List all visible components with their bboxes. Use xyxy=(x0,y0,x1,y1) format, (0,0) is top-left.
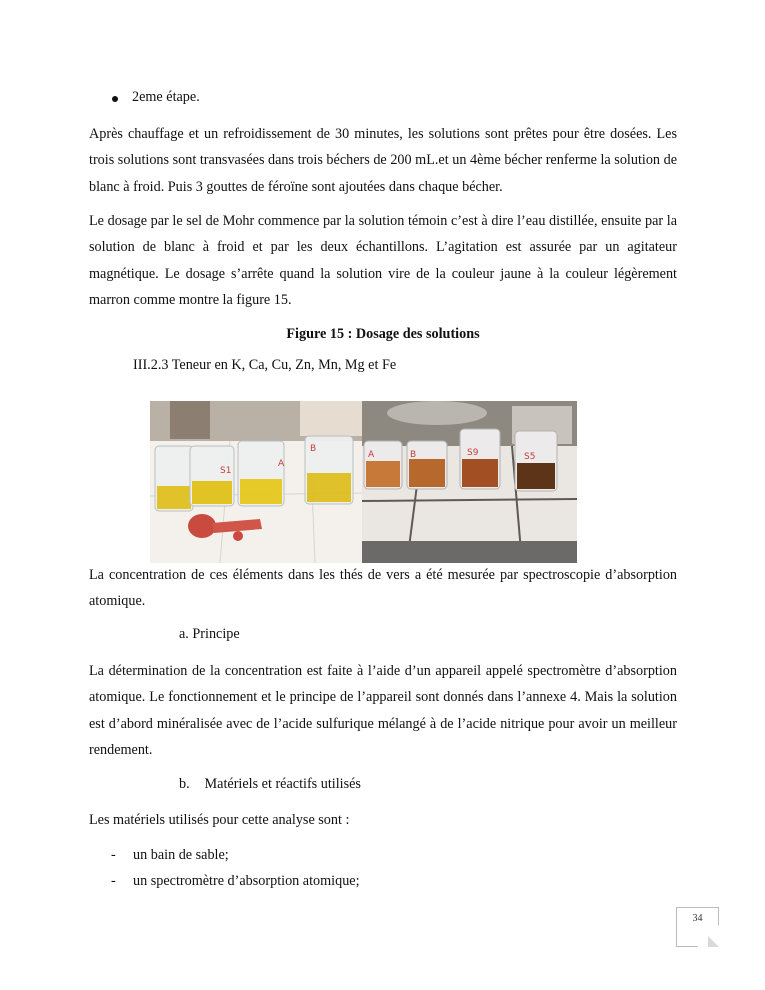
beaker-label: B xyxy=(310,444,317,454)
subsection-principe: a. Principe xyxy=(179,626,240,642)
list-marker: - xyxy=(111,873,116,889)
paragraph-concentration: La concentration de ces éléments dans les thés de vers a été mesurée par spectroscopie d’absorption atomique. xyxy=(89,567,677,610)
subsection-title: Matériels et réactifs utilisés xyxy=(204,776,361,792)
subsection-materiels xyxy=(179,776,361,793)
paragraph-preparation: Après chauffage et un refroidissement de 30 minutes, les solutions sont prêtes pour être dosées. Les trois solutions sont transvasées dans trois béchers de 200 mL.et un 4ème bécher renferme la solution de blanc à froid. Puis 3 gouttes de féroïne sont ajoutées dans chaque bécher. xyxy=(89,126,677,195)
bullet-icon xyxy=(112,96,118,102)
beaker-label: A xyxy=(278,459,285,469)
bullet-step-text: 2eme étape. xyxy=(132,89,200,105)
beaker-label: S9 xyxy=(467,448,479,458)
list-item-text: un bain de sable; xyxy=(133,847,229,863)
list-marker: - xyxy=(111,847,116,863)
beaker-label: S5 xyxy=(524,452,536,462)
bullet-step xyxy=(112,89,200,106)
paragraph-determination: La détermination de la concentration est faite à l’aide d’un appareil appelé spectromètre d’absorption atomique. Le fonctionnement et le principe de l’appareil sont donnés dans l’annexe 4. Mais la solution est d’abord minéralisée avec de l’acide sulfurique mélangé à de l’acide nitrique pour avoir un meilleur rendement. xyxy=(89,663,677,758)
photo-yellow-illustration xyxy=(150,401,362,563)
paragraph-dosage: Le dosage par le sel de Mohr commence par la solution témoin c’est à dire l’eau distillée, ensuite par la solution de blanc à froid et par les deux échantillons. L’agitation est assurée par un agitateur magnétique. Le dosage s’arrête quand la solution vire de la couleur jaune à la couleur légèrement marron comme montre la figure 15. xyxy=(89,213,677,308)
beaker-label: A xyxy=(368,450,375,460)
section-heading: III.2.3 Teneur en K, Ca, Cu, Zn, Mn, Mg et Fe xyxy=(133,357,397,373)
subsection-number: b. xyxy=(179,776,190,792)
list-item xyxy=(111,847,229,864)
photo-yellow-solutions xyxy=(150,401,362,563)
page-number-text: 34 xyxy=(692,913,703,924)
figure-caption: Figure 15 : Dosage des solutions xyxy=(286,326,480,342)
beaker-label: B xyxy=(410,450,417,460)
page-fold-shade xyxy=(708,936,719,947)
paragraph-materiels-intro: Les matériels utilisés pour cette analyse sont : xyxy=(89,812,350,828)
photo-brown-solutions xyxy=(362,401,577,563)
beaker-label: S1 xyxy=(220,466,232,476)
list-item-text: un spectromètre d’absorption atomique; xyxy=(133,873,360,889)
photo-brown-illustration xyxy=(362,401,577,563)
list-item xyxy=(111,873,360,890)
page-number xyxy=(676,907,719,947)
